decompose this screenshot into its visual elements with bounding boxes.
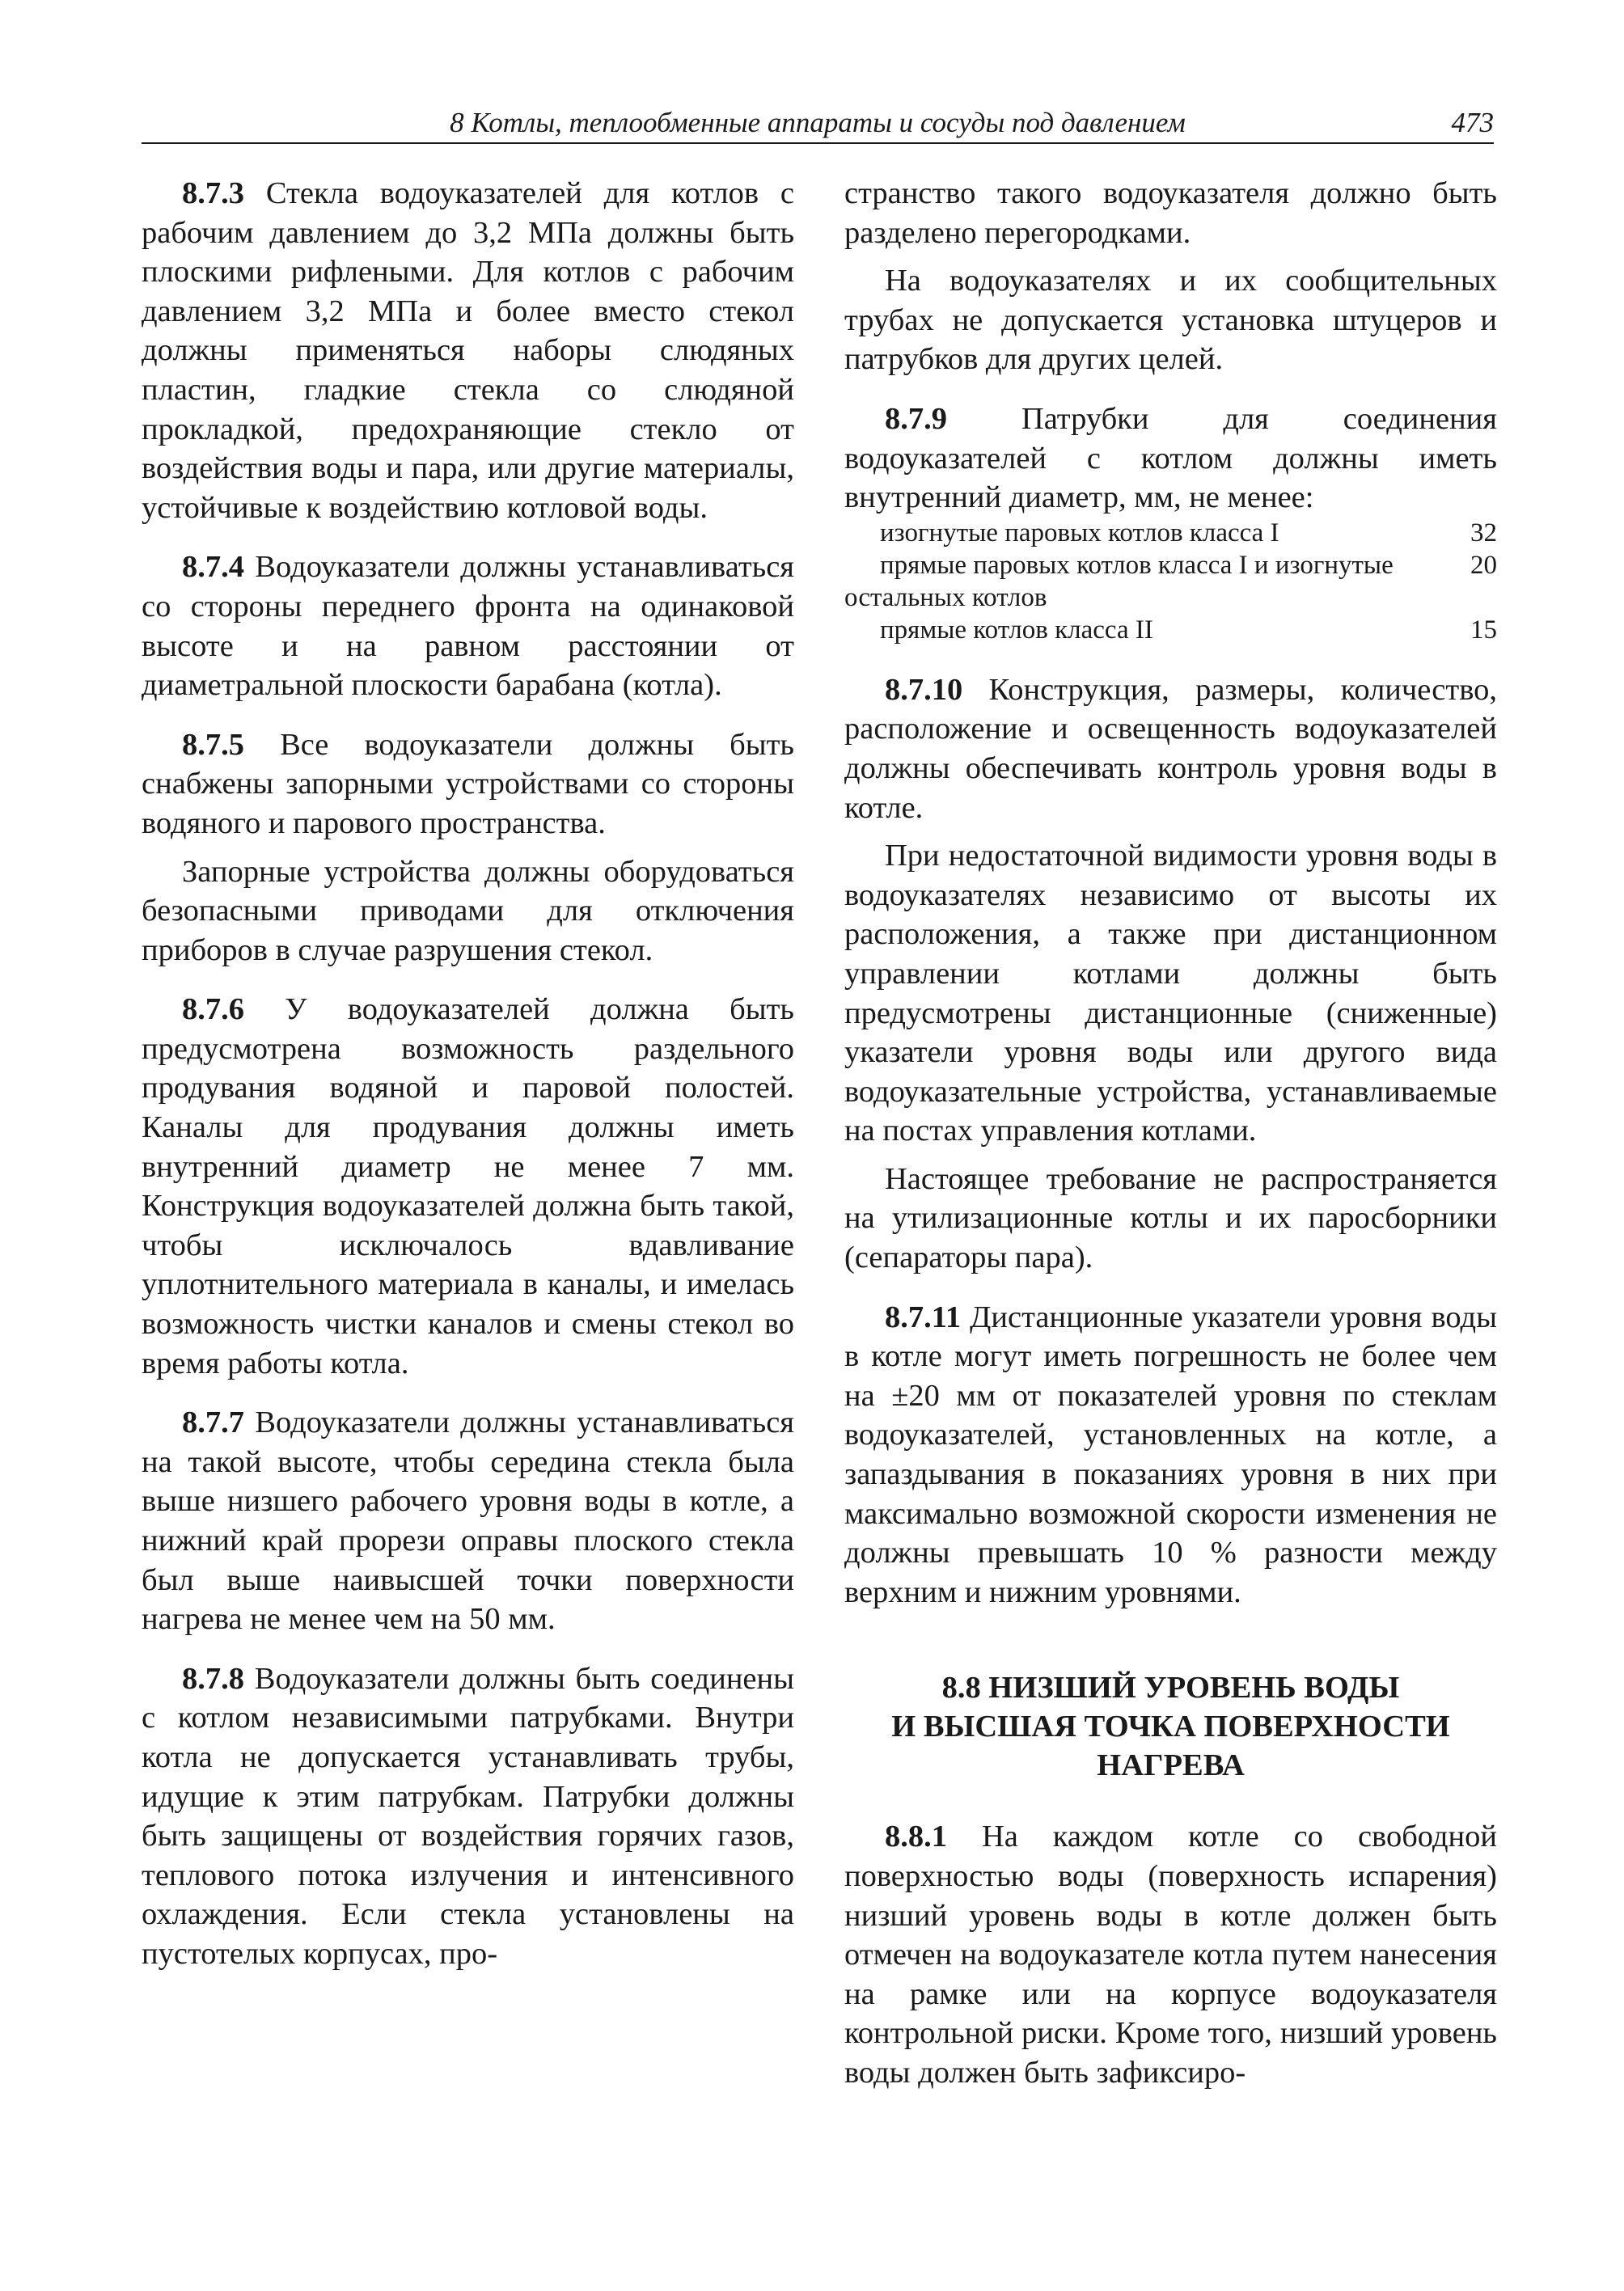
clause-8-8-1 <box>844 1817 1497 2092</box>
table-row-label-text: прямые паровых котлов класса I и изогнутые остальных котлов <box>844 550 1394 612</box>
clause-text: Водоуказатели должны устанавливаться на такой высоте, чтобы середина стекла была выше низшего рабочего уровня воды в котле, а нижний край прорези оправы плоского стекла был выше наивысшей точки поверхности нагрева не менее чем на 50 мм. <box>142 1405 794 1637</box>
clause-8-7-6 <box>142 990 794 1383</box>
table-row-label: прямые котлов класса II <box>880 615 1153 645</box>
clause-number: 8.7.4 <box>182 550 244 585</box>
clause-text: Водоуказатели должны устанавливаться со стороны переднего фронта на одинаковой высоте и на равном расстоянии от диаметральной плоскости барабана (котла). <box>142 550 794 703</box>
clause-text: Дистанционные указатели уровня воды в котле могут иметь погрешность не более чем на ±20 мм от показателей уровня по стеклам водоуказателей, установленных на котле, а запаздывания в показаниях уровня в них при максимально возможной скорости изменения не должны превышать 10 % разности между верхним и нижним уровнями. <box>844 1300 1497 1609</box>
clause-text: Конструкция, размеры, количество, расположение и освещенность водоуказателей должны обеспечивать контроль уровня воды в котле. <box>844 672 1497 825</box>
clause-number: 8.7.5 <box>182 727 244 762</box>
clause-text: Все водоуказатели должны быть снабжены запорными устройствами со стороны водяного и парового пространства. <box>142 727 794 840</box>
section-heading-line: И ВЫСШАЯ ТОЧКА ПОВЕРХНОСТИ <box>891 1710 1450 1744</box>
clause-8-7-5 <box>142 725 794 843</box>
clause-8-7-9 <box>844 399 1497 518</box>
clause-8-7-3 <box>142 174 794 527</box>
clause-8-7-8 <box>142 1659 794 1974</box>
section-heading-line: 8.8 НИЗШИЙ УРОВЕНЬ ВОДЫ <box>941 1671 1400 1706</box>
clause-8-7-7 <box>142 1403 794 1639</box>
table-row <box>844 549 1497 614</box>
table-row <box>844 614 1497 646</box>
clause-text: На каждом котле со свободной поверхностью воды (поверхность испарения) низший уровень воды в котле должен быть отмечен на водоуказателе котла путем нанесения на рамке или на корпусе водоуказателя контрольной риски. Кроме того, низший уровень воды должен быть зафиксиро- <box>844 1820 1497 2090</box>
clause-number: 8.7.3 <box>182 176 244 210</box>
clause-8-7-8-continuation: странство такого водоуказателя должно быть разделено перегородками. <box>844 176 1497 250</box>
clause-number: 8.8.1 <box>885 1820 947 1854</box>
table-row <box>844 517 1497 549</box>
clause-text: Патрубки для соединения водоуказателей с котлом должны иметь внутренний диаметр, мм, не менее: <box>844 401 1497 515</box>
clause-8-7-4 <box>142 547 794 704</box>
clause-text: Стекла водоуказателей для котлов с рабочим давлением до 3,2 МПа должны быть плоскими рифлеными. Для котлов с рабочим давлением 3,2 МПа и более вместо стекол должны применяться наборы слюдяных пластин, гладкие стекла со слюдяной прокладкой, предохраняющие стекло от воздействия воды и пара, или другие материалы, устойчивые к воздействию котловой воды. <box>142 176 794 525</box>
paragraph-remote-indicators: При недостаточной видимости уровня воды в водоуказателях независимо от высоты их расположения, а также при дистанционном управлении котлами должны быть предусмотрены дистанционные (сниженные) указатели уровня воды или другого вида водоуказательные устройства, устанавливаемые на постах управления котлами. <box>844 839 1497 1148</box>
running-header <box>142 104 1494 144</box>
clause-number: 8.7.6 <box>182 992 244 1027</box>
section-heading-8-8 <box>844 1668 1497 1785</box>
paragraph-exception: Настоящее требование не распространяется на утилизационные котлы и их паросборники (сепараторы пара). <box>844 1161 1497 1275</box>
table-row-value: 15 <box>1470 615 1497 645</box>
right-column <box>844 174 1497 2113</box>
running-header-title: 8 Котлы, теплообменные аппараты и сосуды под давлением <box>450 107 1186 138</box>
clause-number: 8.7.10 <box>885 672 963 707</box>
left-column <box>142 174 794 1994</box>
page-number: 473 <box>1451 107 1494 138</box>
table-row-label <box>844 549 1424 614</box>
clause-8-7-11 <box>844 1298 1497 1613</box>
paragraph-connection-pipes: На водоуказателях и их сообщительных трубах не допускается установка штуцеров и патрубков для других целей. <box>844 264 1497 377</box>
section-heading-line: НАГРЕВА <box>1097 1748 1245 1783</box>
clause-8-7-10 <box>844 670 1497 827</box>
clause-number: 8.7.11 <box>885 1300 962 1334</box>
table-row-value: 20 <box>1470 550 1497 580</box>
clause-8-7-5-continuation: Запорные устройства должны оборудоваться безопасными приводами для отключения приборов в случае разрушения стекол. <box>142 854 794 967</box>
clause-text: Водоуказатели должны быть соединены с котлом независимыми патрубками. Внутри котла не допускается устанавливать трубы, идущие к этим патрубкам. Патрубки должны быть защищены от воздействия горячих газов, теплового потока излучения и интенсивного охлаждения. Если стекла установлены на пустотелых корпусах, про- <box>142 1661 794 1971</box>
clause-number: 8.7.8 <box>182 1661 244 1696</box>
table-row-label: изогнутые паровых котлов класса I <box>880 518 1279 547</box>
diameter-table <box>844 517 1497 646</box>
clause-number: 8.7.7 <box>182 1405 244 1440</box>
table-row-value: 32 <box>1470 518 1497 547</box>
clause-text: У водоуказателей должна быть предусмотрена возможность раздельного продувания водяной и паровой полостей. Каналы для продувания должны иметь внутренний диаметр не менее 7 мм. Конструкция водоуказателей должна быть такой, чтобы исключалось вдавливание уплотнительного материала в каналы, и имелась возможность чистки каналов и смены стекол во время работы котла. <box>142 992 794 1380</box>
clause-number: 8.7.9 <box>885 401 947 436</box>
